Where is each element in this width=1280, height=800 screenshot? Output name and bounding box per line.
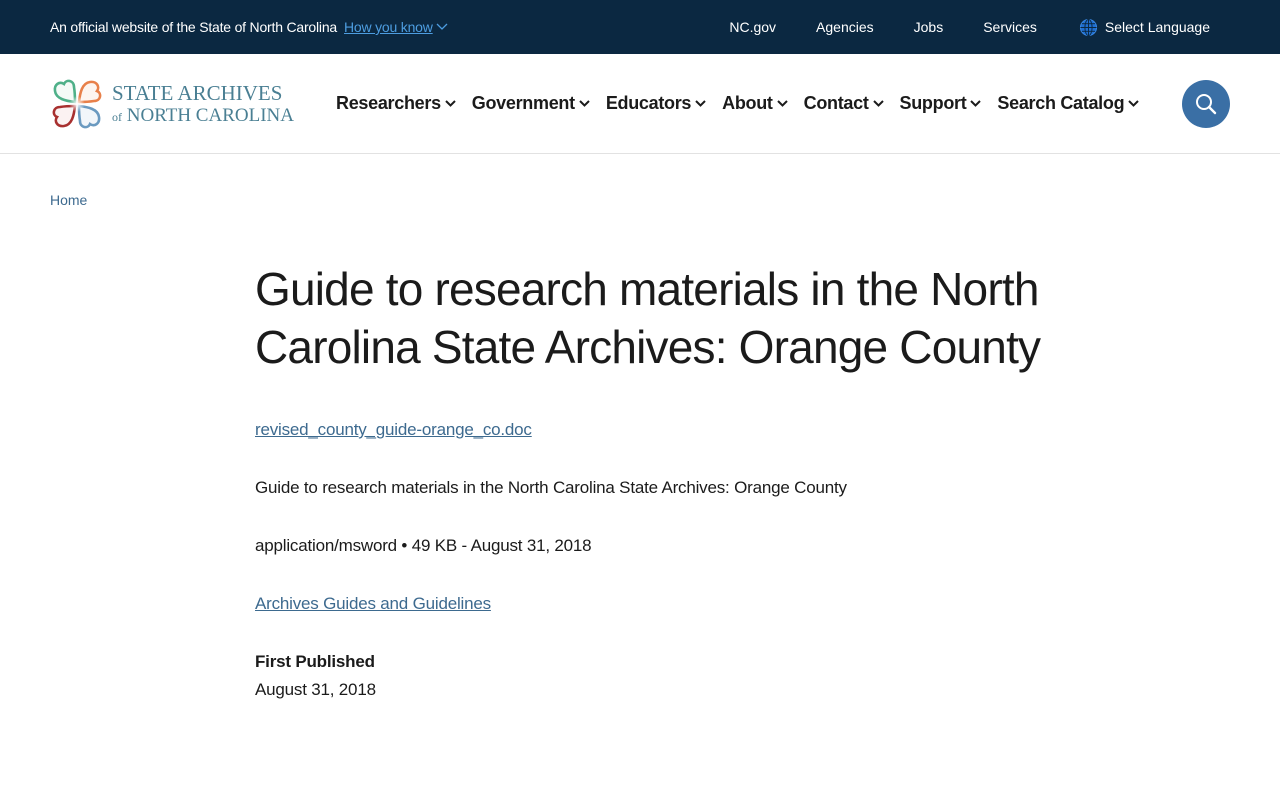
chevron-down-icon bbox=[1128, 100, 1139, 107]
nav-item-contact[interactable] bbox=[804, 93, 884, 114]
chevron-down-icon bbox=[579, 100, 590, 107]
how-you-know-link[interactable] bbox=[344, 19, 448, 35]
gov-banner bbox=[0, 0, 1280, 54]
file-metadata: application/msword • 49 KB - August 31, 2018 bbox=[255, 536, 592, 555]
chevron-down-icon bbox=[695, 100, 706, 107]
search-button[interactable] bbox=[1182, 80, 1230, 128]
link-agencies[interactable]: Agencies bbox=[816, 19, 874, 35]
logo-line-2-text: NORTH CAROLINA bbox=[126, 104, 294, 126]
site-header bbox=[0, 54, 1280, 154]
link-services[interactable]: Services bbox=[983, 19, 1037, 35]
official-site-notice bbox=[50, 19, 448, 35]
nav-item-label: Contact bbox=[803, 93, 869, 113]
link-jobs[interactable]: Jobs bbox=[913, 19, 944, 35]
nav-item-label: Support bbox=[899, 93, 967, 113]
page-title: Guide to research materials in the North Carolina State Archives: Orange County bbox=[255, 263, 1041, 373]
nav-item-researchers[interactable] bbox=[336, 93, 456, 114]
select-language-label: Select Language bbox=[1104, 19, 1210, 35]
official-site-text: An official website of the State of North Carolina bbox=[50, 19, 338, 35]
first-published-label: First Published bbox=[255, 652, 375, 671]
chevron-down-icon bbox=[873, 100, 884, 107]
main-content bbox=[255, 260, 1055, 700]
nav-item-about[interactable] bbox=[722, 93, 787, 114]
related-topic-link[interactable]: Archives Guides and Guidelines bbox=[255, 594, 491, 613]
site-logo[interactable] bbox=[50, 77, 336, 131]
nav-item-educators[interactable] bbox=[606, 93, 706, 114]
chevron-down-icon bbox=[445, 100, 456, 107]
nav-item-search-catalog[interactable] bbox=[997, 93, 1139, 114]
gov-utility-nav bbox=[729, 18, 1210, 37]
chevron-down-icon bbox=[970, 100, 981, 107]
logo-line-2-prefix: of bbox=[112, 109, 122, 124]
how-you-know-label: How you know bbox=[344, 19, 433, 35]
select-language-button[interactable] bbox=[1079, 18, 1210, 37]
nav-item-label: Search Catalog bbox=[997, 93, 1125, 113]
nav-item-label: About bbox=[722, 93, 773, 113]
chevron-down-icon bbox=[777, 100, 788, 107]
first-published-date: August 31, 2018 bbox=[255, 680, 376, 699]
document-download-link[interactable]: revised_county_guide-orange_co.doc bbox=[255, 420, 532, 439]
logo-wordmark bbox=[112, 80, 294, 126]
link-nc-gov[interactable]: NC.gov bbox=[729, 19, 777, 35]
logo-line-1: STATE ARCHIVES bbox=[112, 80, 283, 105]
chevron-down-icon bbox=[436, 23, 448, 31]
nav-item-label: Government bbox=[471, 93, 575, 113]
nav-item-label: Educators bbox=[605, 93, 692, 113]
logo-line-2 bbox=[112, 106, 294, 125]
search-icon bbox=[1194, 92, 1218, 116]
globe-icon bbox=[1079, 18, 1098, 37]
breadcrumb-home[interactable]: Home bbox=[50, 192, 88, 208]
breadcrumb bbox=[0, 154, 1280, 208]
document-description: Guide to research materials in the North Carolina State Archives: Orange County bbox=[255, 478, 847, 497]
nav-item-government[interactable] bbox=[472, 93, 590, 114]
nav-item-label: Researchers bbox=[336, 93, 441, 113]
clover-logo-icon bbox=[50, 77, 104, 131]
main-nav bbox=[336, 93, 1155, 114]
nav-item-support[interactable] bbox=[900, 93, 982, 114]
